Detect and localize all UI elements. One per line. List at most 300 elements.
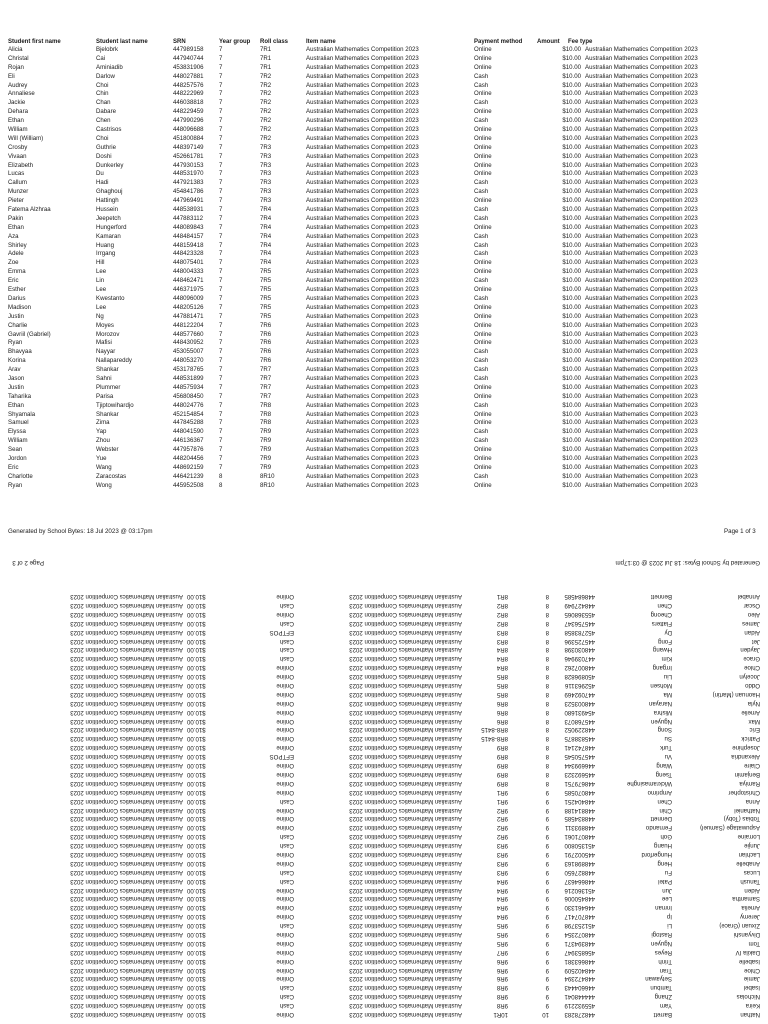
cell-last-name: Wickramasinghe: [626, 779, 672, 787]
cell-fee-type: Australian Mathematics Competition 2023: [70, 984, 183, 992]
cell-last-name: Hwang: [653, 646, 672, 654]
table-row: [0, 929, 768, 938]
cell-roll-class: 7R4: [260, 250, 272, 258]
cell-roll-class: 7R6: [260, 339, 272, 347]
cell-fee-type: Australian Mathematics Competition 2023: [70, 948, 183, 956]
cell-srn: 451350800: [564, 842, 595, 850]
cell-roll-class: 9R6: [496, 957, 508, 965]
cell-item-name: Australian Mathematics Competition 2023: [349, 646, 462, 654]
cell-first-name: Jet: [751, 637, 760, 645]
cell-srn: 448041590: [173, 428, 204, 436]
cell-first-name: Taharika: [8, 392, 32, 400]
cell-first-name: Crosby: [8, 143, 28, 151]
cell-payment-method: Online: [276, 939, 294, 947]
cell-payment-method: Online: [474, 223, 492, 231]
cell-payment-method: Online: [276, 699, 294, 707]
cell-year-group: 9: [545, 788, 549, 796]
cell-item-name: Australian Mathematics Competition 2023: [349, 806, 462, 814]
table-row: [0, 250, 768, 259]
table-row: [0, 144, 768, 153]
cell-item-name: Australian Mathematics Competition 2023: [306, 410, 419, 418]
cell-amount: $10.00: [187, 930, 206, 938]
cell-first-name: William: [8, 437, 28, 445]
cell-payment-method: Online: [276, 895, 294, 903]
cell-first-name: Annabel: [737, 593, 760, 601]
cell-last-name: Tambun: [650, 984, 672, 992]
cell-roll-class: 9R5: [496, 939, 508, 947]
cell-last-name: Hill: [96, 259, 105, 267]
cell-last-name: Hadi: [96, 179, 109, 187]
cell-fee-type: Australian Mathematics Competition 2023: [70, 824, 183, 832]
cell-payment-method: EFTPOS: [269, 628, 294, 636]
cell-first-name: Annaliese: [8, 90, 35, 98]
cell-payment-method: Online: [276, 806, 294, 814]
cell-srn: 454841786: [173, 188, 204, 196]
cell-amount: $10.00: [187, 850, 206, 858]
cell-last-name: Rastogi: [651, 930, 672, 938]
table-row: [0, 153, 768, 162]
table-row: [0, 1009, 768, 1018]
cell-first-name: Amelie: [741, 708, 760, 716]
cell-roll-class: 7R2: [260, 99, 272, 107]
cell-roll-class: 7R9: [260, 446, 272, 454]
cell-payment-method: Online: [276, 966, 294, 974]
cell-last-name: Lee: [96, 286, 107, 294]
cell-year-group: 9: [545, 948, 549, 956]
cell-fee-type: Australian Mathematics Competition 2023: [585, 54, 698, 62]
cell-last-name: Yam: [659, 1002, 672, 1010]
cell-amount: $10.00: [562, 348, 581, 356]
cell-srn: 447990296: [173, 117, 204, 125]
cell-amount: $10.00: [187, 993, 206, 1001]
cell-item-name: Australian Mathematics Competition 2023: [349, 939, 462, 947]
cell-first-name: Aspuwatage (Samuel): [700, 824, 760, 832]
table-row: [0, 831, 768, 840]
cell-roll-class: 9R4: [496, 913, 508, 921]
payments-table: [0, 38, 768, 491]
cell-last-name: Chen: [96, 117, 111, 125]
cell-item-name: Australian Mathematics Competition 2023: [349, 886, 462, 894]
table-body: [0, 46, 768, 491]
cell-item-name: Australian Mathematics Competition 2023: [306, 366, 419, 374]
cell-year-group: 7: [219, 81, 223, 89]
cell-first-name: Charlie: [8, 321, 28, 329]
table-row: [0, 197, 768, 206]
cell-fee-type: Australian Mathematics Competition 2023: [585, 250, 698, 258]
cell-last-name: Mohsen: [650, 682, 672, 690]
table-row: [0, 135, 768, 144]
cell-item-name: Australian Mathematics Competition 2023: [306, 108, 419, 116]
table-row: [0, 90, 768, 99]
cell-year-group: 9: [545, 930, 549, 938]
cell-srn: 448003523: [564, 699, 595, 707]
cell-fee-type: Australian Mathematics Competition 2023: [585, 392, 698, 400]
cell-fee-type: Australian Mathematics Competition 2023: [585, 108, 698, 116]
cell-roll-class: 7R8: [260, 410, 272, 418]
cell-payment-method: Cash: [474, 188, 489, 196]
cell-srn: 448394371: [564, 939, 595, 947]
cell-amount: $10.00: [562, 321, 581, 329]
cell-fee-type: Australian Mathematics Competition 2023: [585, 197, 698, 205]
cell-year-group: 7: [219, 312, 223, 320]
cell-roll-class: 7R9: [260, 428, 272, 436]
cell-last-name: Chen: [657, 797, 672, 805]
cell-payment-method: Cash: [279, 993, 294, 1001]
cell-srn: 453831906: [173, 63, 204, 71]
cell-roll-class: 7R9: [260, 437, 272, 445]
cell-roll-class: 9R3: [496, 842, 508, 850]
cell-last-name: Patel: [658, 877, 672, 885]
cell-first-name: William: [8, 126, 28, 134]
cell-srn: 445756347: [564, 619, 595, 627]
cell-first-name: Amelia: [741, 904, 760, 912]
cell-item-name: Australian Mathematics Competition 2023: [349, 833, 462, 841]
cell-last-name: Su: [664, 735, 672, 743]
cell-amount: $10.00: [187, 708, 206, 716]
cell-last-name: Liu: [663, 673, 672, 681]
cell-last-name: Zhang: [654, 993, 672, 1001]
cell-fee-type: Australian Mathematics Competition 2023: [70, 904, 183, 912]
cell-fee-type: Australian Mathematics Competition 2023: [585, 446, 698, 454]
cell-fee-type: Australian Mathematics Competition 2023: [70, 593, 183, 601]
table-row: [0, 295, 768, 304]
table-row: [0, 215, 768, 224]
cell-year-group: 8: [545, 762, 549, 770]
cell-item-name: Australian Mathematics Competition 2023: [349, 966, 462, 974]
cell-payment-method: Online: [276, 824, 294, 832]
table-row: [0, 796, 768, 805]
cell-roll-class: 7R6: [260, 330, 272, 338]
cell-fee-type: Australian Mathematics Competition 2023: [70, 610, 183, 618]
cell-payment-method: Cash: [474, 357, 489, 365]
cell-roll-class: 7R6: [260, 348, 272, 356]
cell-fee-type: Australian Mathematics Competition 2023: [585, 366, 698, 374]
table-row: [0, 357, 768, 366]
cell-year-group: 9: [545, 868, 549, 876]
cell-payment-method: Online: [276, 886, 294, 894]
table-row: [0, 259, 768, 268]
cell-first-name: Ethan: [8, 117, 24, 125]
cell-year-group: 7: [219, 454, 223, 462]
cell-year-group: 8: [545, 682, 549, 690]
cell-fee-type: Australian Mathematics Competition 2023: [585, 126, 698, 134]
cell-payment-method: Online: [276, 610, 294, 618]
cell-fee-type: Australian Mathematics Competition 2023: [70, 682, 183, 690]
cell-srn: 448229459: [173, 108, 204, 116]
cell-roll-class: 7R1: [260, 63, 272, 71]
cell-payment-method: Online: [474, 63, 492, 71]
cell-amount: $10.00: [187, 984, 206, 992]
cell-last-name: Zaracostas: [96, 472, 127, 480]
cell-fee-type: Australian Mathematics Competition 2023: [585, 99, 698, 107]
cell-year-group: 9: [545, 824, 549, 832]
cell-item-name: Australian Mathematics Competition 2023: [349, 628, 462, 636]
cell-item-name: Australian Mathematics Competition 2023: [349, 859, 462, 867]
cell-first-name: Alexandria: [731, 753, 760, 761]
cell-first-name: Lachlan: [738, 850, 760, 858]
cell-srn: 448004333: [173, 268, 204, 276]
cell-roll-class: 8R2: [496, 619, 508, 627]
cell-item-name: Australian Mathematics Competition 2023: [306, 134, 419, 142]
cell-amount: $10.00: [187, 948, 206, 956]
cell-fee-type: Australian Mathematics Competition 2023: [585, 437, 698, 445]
cell-payment-method: Online: [474, 454, 492, 462]
table-row: [0, 698, 768, 707]
cell-item-name: Australian Mathematics Competition 2023: [349, 762, 462, 770]
cell-first-name: Darius: [8, 294, 26, 302]
cell-first-name: Nyla: [747, 699, 760, 707]
cell-amount: $10.00: [187, 610, 206, 618]
cell-amount: $10.00: [562, 206, 581, 214]
cell-item-name: Australian Mathematics Competition 2023: [306, 90, 419, 98]
cell-last-name: Choi: [96, 81, 109, 89]
cell-first-name: Ryan: [8, 481, 23, 489]
cell-payment-method: Online: [474, 303, 492, 311]
cell-srn: 448159418: [173, 241, 204, 249]
cell-roll-class: 7R6: [260, 357, 272, 365]
cell-payment-method: Cash: [474, 179, 489, 187]
cell-first-name: Madison: [8, 303, 32, 311]
table-row: [0, 428, 768, 437]
cell-last-name: Du: [96, 170, 104, 178]
cell-amount: $10.00: [187, 859, 206, 867]
cell-roll-class: 7R5: [260, 286, 272, 294]
cell-payment-method: Online: [474, 392, 492, 400]
cell-item-name: Australian Mathematics Competition 2023: [306, 161, 419, 169]
cell-first-name: Samuel: [8, 419, 29, 427]
cell-fee-type: Australian Mathematics Competition 2023: [585, 63, 698, 71]
cell-srn: 446699344: [564, 762, 595, 770]
cell-first-name: Arav: [8, 366, 21, 374]
cell-amount: $10.00: [187, 699, 206, 707]
cell-amount: $10.00: [187, 868, 206, 876]
cell-payment-method: Online: [474, 46, 492, 53]
cell-item-name: Australian Mathematics Competition 2023: [349, 602, 462, 610]
cell-payment-method: Cash: [474, 81, 489, 89]
cell-payment-method: Cash: [279, 797, 294, 805]
cell-fee-type: Australian Mathematics Competition 2023: [70, 797, 183, 805]
table-row: [0, 170, 768, 179]
cell-srn: 448707417: [564, 913, 595, 921]
cell-amount: $10.00: [562, 117, 581, 125]
table-row: [0, 411, 768, 420]
cell-item-name: Australian Mathematics Competition 2023: [349, 877, 462, 885]
cell-last-name: Dunkerley: [96, 161, 124, 169]
cell-year-group: 9: [545, 993, 549, 1001]
cell-payment-method: Online: [276, 762, 294, 770]
cell-srn: 455368065: [564, 610, 595, 618]
cell-srn: 448450006: [564, 895, 595, 903]
cell-item-name: Australian Mathematics Competition 2023: [306, 401, 419, 409]
cell-item-name: Australian Mathematics Competition 2023: [349, 673, 462, 681]
cell-amount: $10.00: [562, 223, 581, 231]
cell-first-name: Samantha: [732, 895, 760, 903]
cell-item-name: Australian Mathematics Competition 2023: [306, 481, 419, 489]
cell-amount: $10.00: [187, 602, 206, 610]
cell-srn: 448204456: [173, 454, 204, 462]
cell-fee-type: Australian Mathematics Competition 2023: [585, 410, 698, 418]
cell-roll-class: 9R4: [496, 877, 508, 885]
cell-year-group: 8: [545, 593, 549, 601]
cell-item-name: Australian Mathematics Competition 2023: [306, 206, 419, 214]
cell-year-group: 7: [219, 463, 223, 471]
cell-last-name: Aminiadib: [96, 63, 123, 71]
cell-payment-method: Online: [276, 850, 294, 858]
cell-amount: $10.00: [562, 330, 581, 338]
cell-srn: 448222969: [173, 90, 204, 98]
cell-first-name: Esther: [8, 286, 26, 294]
cell-item-name: Australian Mathematics Competition 2023: [306, 303, 419, 311]
cell-first-name: Patrick: [741, 735, 760, 743]
cell-amount: $10.00: [187, 753, 206, 761]
table-row: [0, 286, 768, 295]
cell-year-group: 7: [219, 357, 223, 365]
table-row: [0, 920, 768, 929]
cell-roll-class: 7R3: [260, 179, 272, 187]
cell-srn: 448472394: [564, 975, 595, 983]
cell-fee-type: Australian Mathematics Competition 2023: [70, 833, 183, 841]
cell-amount: $10.00: [562, 63, 581, 71]
cell-roll-class: 9R4: [496, 886, 508, 894]
cell-item-name: Australian Mathematics Competition 2023: [349, 957, 462, 965]
cell-srn: 445768073: [564, 717, 595, 725]
cell-item-name: Australian Mathematics Competition 2023: [306, 241, 419, 249]
cell-payment-method: Online: [276, 673, 294, 681]
cell-roll-class: 8R5: [496, 682, 508, 690]
cell-roll-class: 9R2: [496, 833, 508, 841]
table-row: [0, 885, 768, 894]
cell-fee-type: Australian Mathematics Competition 2023: [70, 699, 183, 707]
cell-first-name: Max: [748, 717, 760, 725]
cell-year-group: 7: [219, 374, 223, 382]
table-row: [0, 402, 768, 411]
cell-year-group: 8: [219, 481, 223, 489]
cell-first-name: Zoe: [8, 259, 19, 267]
cell-year-group: 7: [219, 383, 223, 391]
cell-amount: $10.00: [562, 410, 581, 418]
table-row: [0, 99, 768, 108]
cell-roll-class: 8R3: [496, 628, 508, 636]
cell-roll-class: 7R9: [260, 454, 272, 462]
cell-fee-type: Australian Mathematics Competition 2023: [585, 401, 698, 409]
table-row: [0, 707, 768, 716]
cell-first-name: Isabelle: [738, 957, 760, 965]
cell-amount: $10.00: [562, 250, 581, 258]
table-row: [0, 636, 768, 645]
cell-payment-method: Online: [474, 143, 492, 151]
cell-payment-method: Cash: [279, 619, 294, 627]
cell-first-name: Nicholas: [736, 993, 760, 1001]
cell-first-name: Eric: [749, 726, 760, 734]
cell-fee-type: Australian Mathematics Competition 2023: [70, 939, 183, 947]
cell-roll-class: 7R7: [260, 392, 272, 400]
cell-srn: 448538931: [173, 206, 204, 214]
cell-srn: 448075401: [173, 259, 204, 267]
cell-year-group: 7: [219, 348, 223, 356]
table-row: [0, 277, 768, 286]
cell-item-name: Australian Mathematics Competition 2023: [349, 637, 462, 645]
cell-amount: $10.00: [562, 446, 581, 454]
cell-last-name: Mishra: [653, 708, 672, 716]
cell-year-group: 9: [545, 806, 549, 814]
cell-first-name: Jocelyn: [739, 673, 760, 681]
cell-payment-method: Cash: [474, 428, 489, 436]
table-row: [0, 313, 768, 322]
cell-fee-type: Australian Mathematics Competition 2023: [70, 842, 183, 850]
cell-first-name: Ryan: [8, 339, 23, 347]
cell-item-name: Australian Mathematics Competition 2023: [349, 895, 462, 903]
report-page-2-upside-down: [0, 540, 768, 1024]
cell-item-name: Australian Mathematics Competition 2023: [306, 179, 419, 187]
cell-payment-method: Online: [276, 682, 294, 690]
cell-last-name: Tran: [659, 966, 672, 974]
cell-year-group: 7: [219, 446, 223, 454]
cell-fee-type: Australian Mathematics Competition 2023: [70, 619, 183, 627]
cell-item-name: Australian Mathematics Competition 2023: [349, 1011, 462, 1018]
table-row: [0, 982, 768, 991]
cell-roll-class: 7R3: [260, 161, 272, 169]
cell-fee-type: Australian Mathematics Competition 2023: [70, 602, 183, 610]
cell-amount: $10.00: [187, 957, 206, 965]
cell-first-name: Junjie: [744, 842, 760, 850]
cell-roll-class: 9R3: [496, 859, 508, 867]
cell-item-name: Australian Mathematics Competition 2023: [306, 383, 419, 391]
cell-roll-class: 8R5: [496, 690, 508, 698]
table-row: [0, 680, 768, 689]
cell-first-name: Shyamala: [8, 410, 36, 418]
cell-payment-method: Cash: [279, 637, 294, 645]
cell-payment-method: Cash: [474, 232, 489, 240]
cell-item-name: Australian Mathematics Competition 2023: [306, 197, 419, 205]
cell-fee-type: Australian Mathematics Competition 2023: [585, 179, 698, 187]
cell-amount: $10.00: [187, 895, 206, 903]
header-payment-method: Payment method: [474, 39, 523, 45]
cell-item-name: Australian Mathematics Competition 2023: [306, 54, 419, 62]
cell-fee-type: Australian Mathematics Competition 2023: [70, 868, 183, 876]
cell-last-name: Jun: [662, 886, 672, 894]
cell-item-name: Australian Mathematics Competition 2023: [349, 797, 462, 805]
cell-item-name: Australian Mathematics Competition 2023: [349, 690, 462, 698]
cell-year-group: 7: [219, 294, 223, 302]
cell-first-name: Tanush: [740, 877, 760, 885]
cell-fee-type: Australian Mathematics Competition 2023: [585, 463, 698, 471]
cell-first-name: Emma: [8, 268, 26, 276]
cell-year-group: 7: [219, 179, 223, 187]
cell-item-name: Australian Mathematics Competition 2023: [349, 815, 462, 823]
cell-item-name: Australian Mathematics Competition 2023: [306, 339, 419, 347]
cell-srn: 448053270: [173, 357, 204, 365]
cell-payment-method: Online: [474, 339, 492, 347]
cell-first-name: Anna: [745, 797, 760, 805]
cell-first-name: Divyanshi: [733, 930, 760, 938]
cell-last-name: Moyes: [96, 321, 114, 329]
cell-payment-method: Cash: [279, 602, 294, 610]
cell-item-name: Australian Mathematics Competition 2023: [349, 744, 462, 752]
cell-last-name: Nguyen: [650, 939, 672, 947]
cell-year-group: 7: [219, 437, 223, 445]
cell-last-name: Goh: [660, 833, 672, 841]
cell-year-group: 7: [219, 63, 223, 71]
cell-year-group: 7: [219, 152, 223, 160]
cell-year-group: 9: [545, 939, 549, 947]
cell-year-group: 9: [545, 1002, 549, 1010]
cell-fee-type: Australian Mathematics Competition 2023: [585, 277, 698, 285]
cell-fee-type: Australian Mathematics Competition 2023: [585, 481, 698, 489]
table-row: [0, 473, 768, 482]
table-row: [0, 455, 768, 464]
cell-year-group: 9: [545, 984, 549, 992]
cell-year-group: 7: [219, 250, 223, 258]
